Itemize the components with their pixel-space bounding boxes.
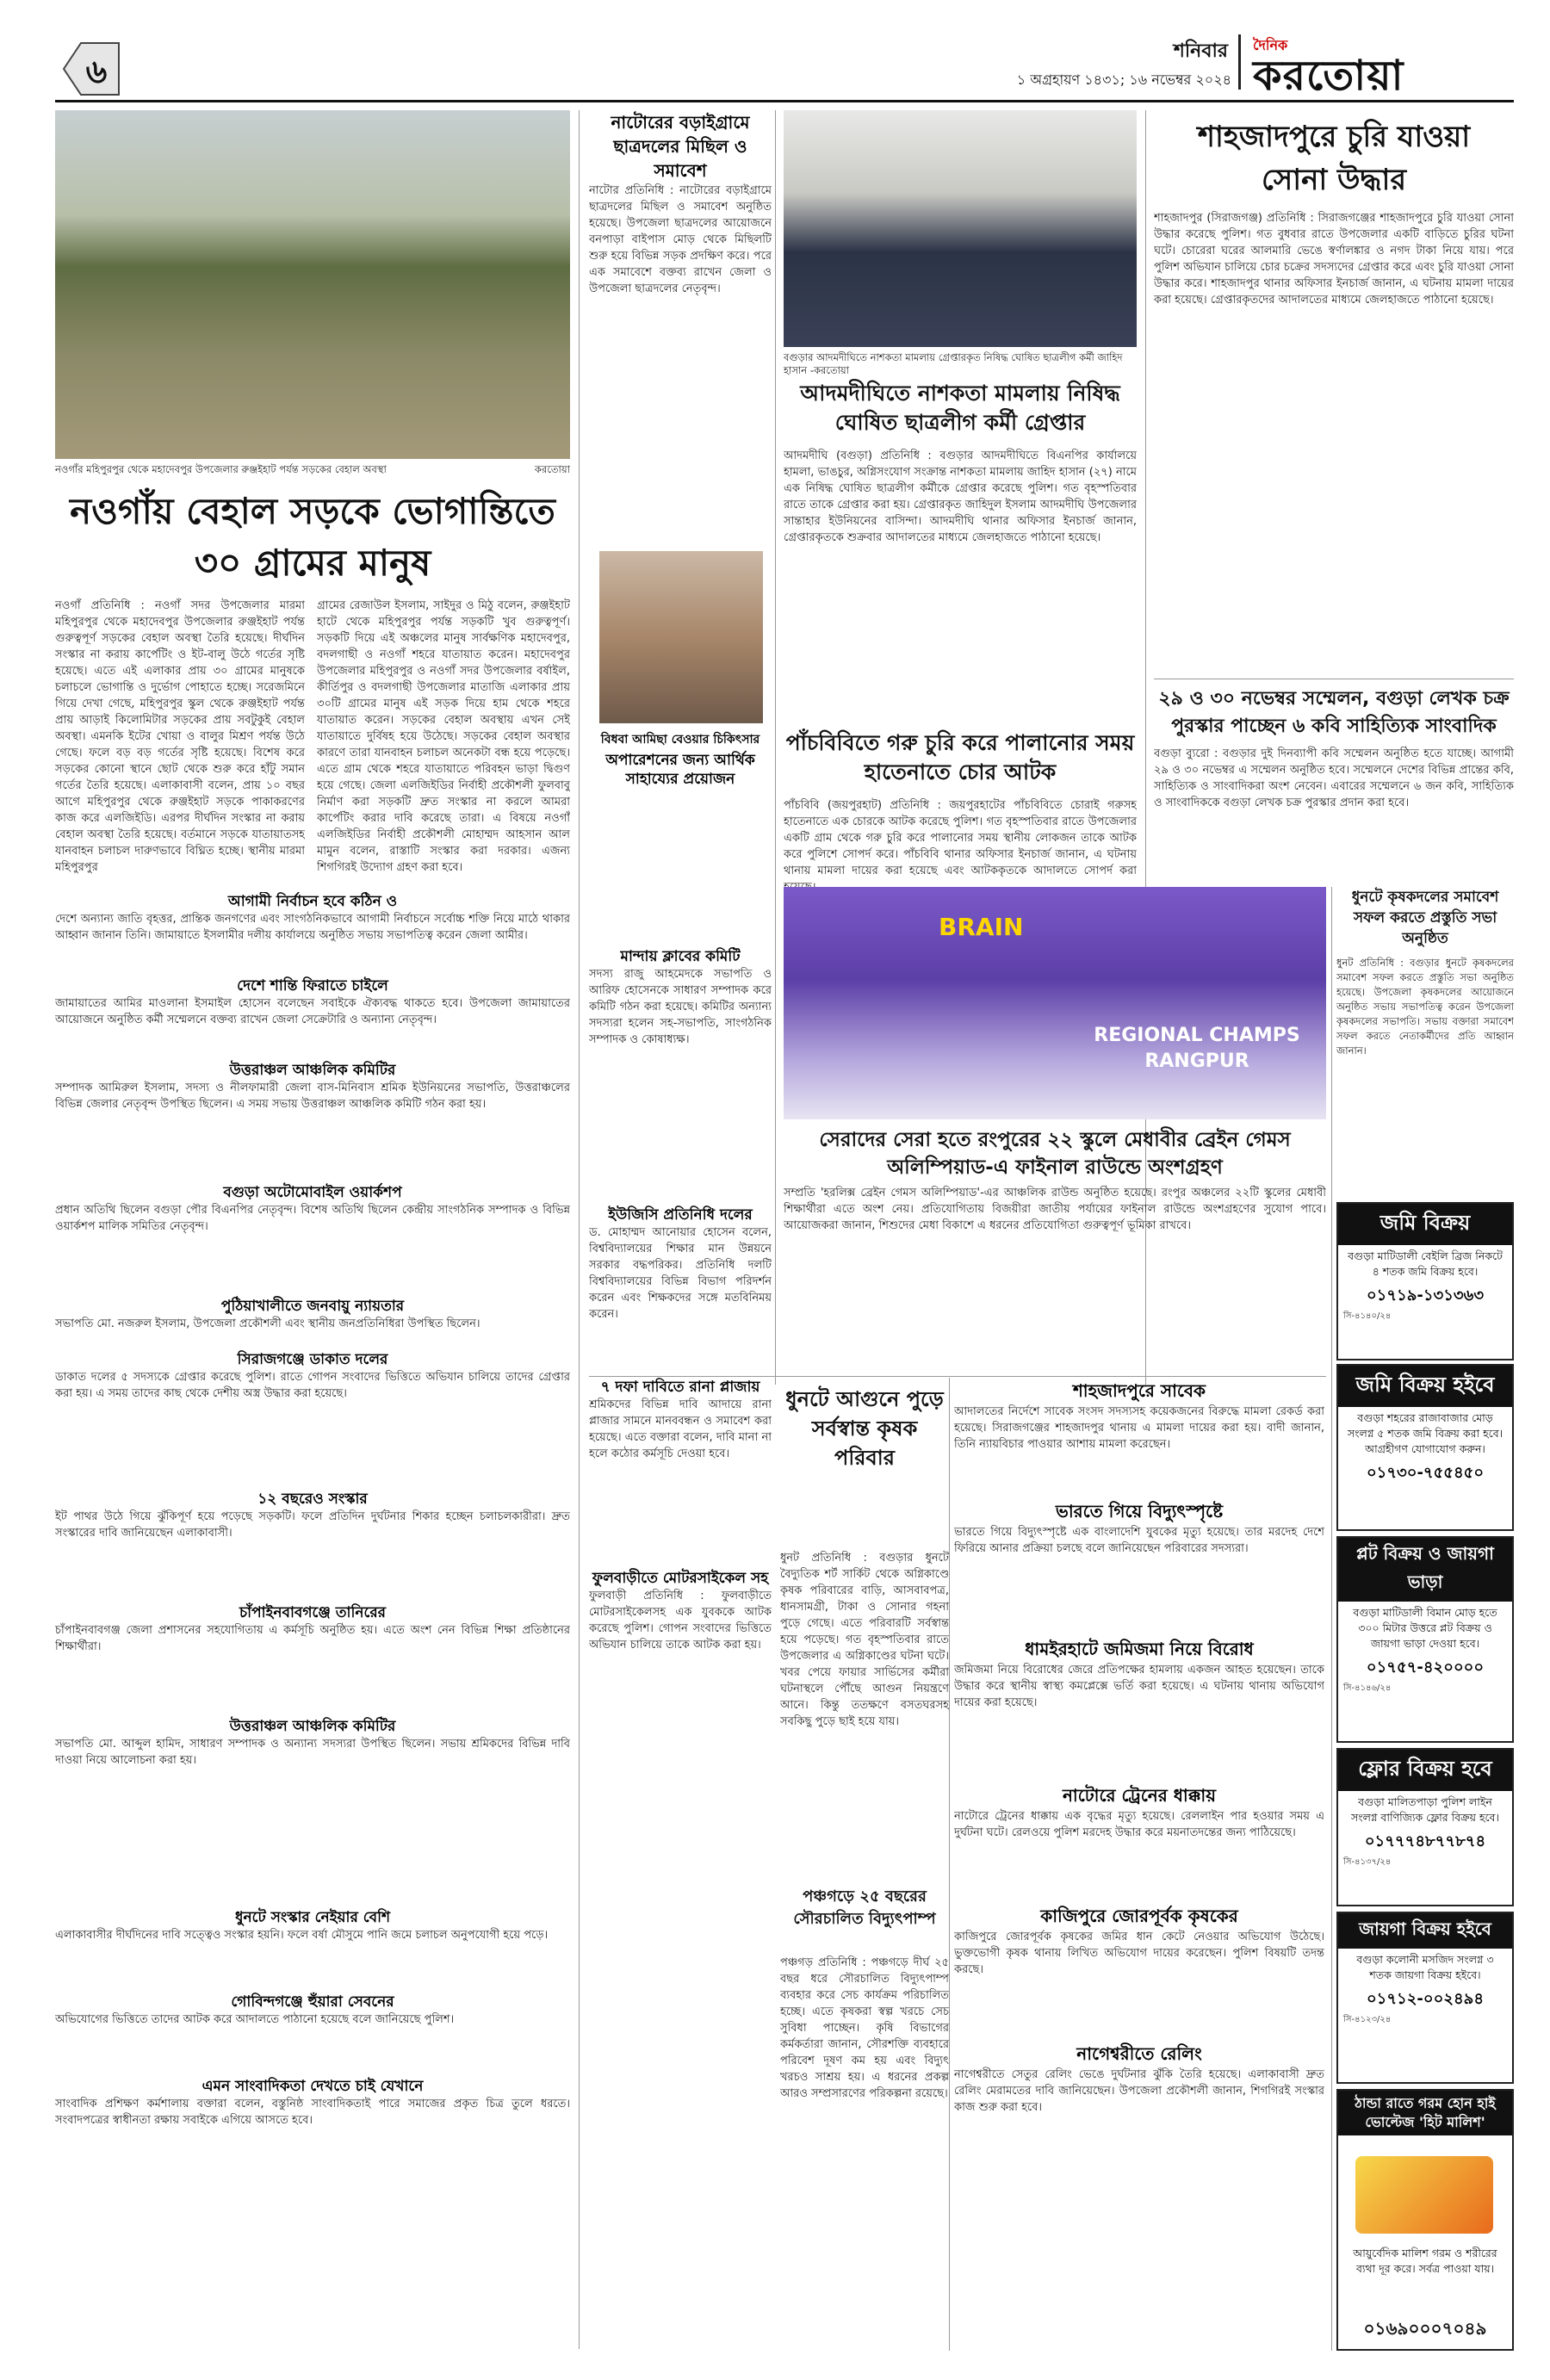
ad-body: বগুড়া শহরের রাজাবাজার মোড় সংলগ্ন ৫ শতক জমি বিক্রয় করা হবে। আগ্রহীগণ যোগাযোগ করুন। <box>1347 1411 1504 1455</box>
section-body: চাঁপাইনবাবগঞ্জ জেলা প্রশাসনের সহযোগিতায় এ কর্মসূচি অনুষ্ঠিত হয়। এতে অংশ নেন বিভিন্ন শিক্ষা প্রতিষ্ঠানের শিক্ষার্থীরা। <box>55 1624 570 1653</box>
section-title: নাটোরে ট্রেনের ধাক্কায় <box>1062 1785 1217 1806</box>
regional-champs-banner: REGIONAL CHAMPS <box>1094 1025 1300 1046</box>
section-title: মান্দায় ক্লাবের কমিটি <box>620 948 741 965</box>
article-solar: পঞ্চগড় প্রতিনিধি : পঞ্চগড়ে দীর্ঘ ২৫ বছর ধরে সৌরচালিত বিদ্যুৎপাম্প ব্যবহার করে সেচ কার্যক্রম পরিচালিত হচ্ছে। এতে কৃষকরা স্বল্প খরচে সেচ সুবিধা পাচ্ছেন। কৃষি বিভাগের কর্মকর্তারা জানান, সৌরশক্তি ব্যবহারে পরিবেশ দূষণ কম হয় এবং বিদ্যুৎ খরচও সাশ্রয় হয়। এ ধরনের প্রকল্প আরও সম্প্রসারণের পরিকল্পনা রয়েছে। <box>780 1956 949 2100</box>
article-brain: সম্প্রতি 'হরলিক্স ব্রেইন গেমস অলিম্পিয়াড'-এর আঞ্চলিক রাউন্ড অনুষ্ঠিত হয়েছে। রংপুর অঞ্চলের ২২টি স্কুলের মেধাবী শিক্ষার্থীরা এতে অংশ নেয়। প্রতিযোগিতায় বিজয়ীরা জাতীয় পর্যায়ের ফাইনাল রাউন্ডে অংশগ্রহণের সুযোগ পাবে। আয়োজকরা জানান, শিশুদের মেধা বিকাশে এ ধরনের প্রতিযোগিতা গুরুত্বপূর্ণ ভূমিকা রাখবে। <box>784 1187 1326 1232</box>
ad-box <box>1336 1202 1514 1360</box>
section-body: ফুলবাড়ী প্রতিনিধি : ফুলবাড়ীতে মোটরসাইকেলসহ এক যুবককে আটক করেছে পুলিশ। গোপন সংবাদের ভিত্তিতে অভিযান চালিয়ে তাকে আটক করা হয়। <box>589 1590 772 1652</box>
header-divider <box>1238 34 1241 90</box>
widow-title: অপারেশনের জন্য আর্থিক সাহায্যের প্রয়োজন <box>605 752 755 788</box>
article-dhunot-fire: ধুনট প্রতিনিধি : বগুড়ার ধুনটে বৈদ্যুতিক শর্ট সার্কিট থেকে অগ্নিকাণ্ডে কৃষক পরিবারের বাড়ি, আসবাবপত্র, ধানসামগ্রী, টাকা ও সোনার গহনা পুড়ে গেছে। এতে পরিবারটি সর্বস্বান্ত হয়ে পড়েছে। গত বৃহস্পতিবার রাতে উপজেলার এ অগ্নিকাণ্ডের ঘটনা ঘটে। খবর পেয়ে ফায়ার সার্ভিসের কর্মীরা ঘটনাস্থলে পৌঁছে আগুন নিয়ন্ত্রণে আনে। কিন্তু ততক্ষণে বসতঘরসহ সবকিছু পুড়ে ছাই হয়ে যায়। <box>780 1552 949 1728</box>
ad-title: প্লট বিক্রয় ও জায়গা ভাড়া <box>1338 1538 1512 1602</box>
page-number-badge <box>55 34 127 103</box>
ad-phone: ০১৭৩০-৭৫৫৪৫০ <box>1366 1464 1485 1482</box>
headline-shahjadpur-1: শাহজাদপুরে চুরি যাওয়া <box>1197 120 1471 154</box>
article-arrest: আদমদীঘি (বগুড়া) প্রতিনিধি : বগুড়ার আদমদীঘিতে বিএনপির কার্যালয়ে হামলা, ভাঙচুর, অগ্নিসংযোগ সংক্রান্ত নাশকতা মামলায় জাহিদ হাসান (২৭) নামে এক নিষিদ্ধ ঘোষিত ছাত্রলীগ কর্মীকে গ্রেপ্তার করেছে পুলিশ। গত বৃহস্পতিবার রাতে তাকে গ্রেপ্তার করা হয়। গ্রেপ্তারকৃত জাহিদুল ইসলাম আদমদীঘি উপজেলার সান্তাহার ইউনিয়নের বাসিন্দা। আদমদীঘি থানার অফিসার ইনচার্জ জানান, গ্রেপ্তারকৃতকে শুক্রবার আদালতের মাধ্যমে জেলহাজতে পাঠানো হয়েছে। <box>784 449 1137 544</box>
ad-phone: ০১৬৯০০০৭০৪৯ <box>1363 2318 1487 2339</box>
issue-date: ১ অগ্রহায়ণ ১৪৩১; ১৬ নভেম্বর ২০২৪ <box>1016 71 1231 88</box>
section-body: সদস্য রাজু আহমেদকে সভাপতি ও আরিফ হোসেনকে সাধারণ সম্পাদক করে কমিটি গঠন করা হয়েছে। কমিটির অন্যান্য সদস্যরা হলেন সহ-সভাপতি, সাংগঠনিক সম্পাদক ও কোষাধ্যক্ষ। <box>589 968 772 1046</box>
headline-dhunot-fire: ধুনটে আগুনে পুড়ে সর্বস্বান্ত কৃষক পরিবার <box>785 1387 944 1470</box>
article-cow: পাঁচবিবি (জয়পুরহাট) প্রতিনিধি : জয়পুরহাটের পাঁচবিবিতে চোরাই গরুসহ হাতেনাতে এক চোরকে আটক করেছে পুলিশ। গত বৃহস্পতিবার রাতে উপজেলার একটি গ্রাম থেকে গরু চুরি করে পালানোর সময় স্থানীয় লোকজন তাকে আটক করে পুলিশে সোপর্দ করে। পাঁচবিবি থানার অফিসার ইনচার্জ জানান, এ ঘটনায় থানায় মামলা দায়ের করা হয়েছে এবং আটককৃতকে আদালতে সোপর্দ করা <box>784 799 1137 877</box>
photo-credit: করতোয়া <box>534 463 570 475</box>
section-body: ড. মোহাম্মদ আনোয়ার হোসেন বলেন, বিশ্ববিদ্যালয়ের শিক্ষার মান উন্নয়নে সরকার বদ্ধপরিকর। প্রতিনিধি দলটি বিশ্ববিদ্যালয়ের বিভিন্ন বিভাগ পরিদর্শন করেন এবং শিক্ষকদের সঙ্গে মতবিনিময় করেন। <box>589 1226 772 1321</box>
section-title: গোবিন্দগঞ্জে হুঁয়ারা সেবনের <box>231 1993 394 2011</box>
section-body: এলাকাবাসীর দীর্ঘদিনের দাবি সত্ত্বেও সংস্কার হয়নি। ফলে বর্ষা মৌসুমে পানি জমে চলাচল অনুপযোগী হয়ে পড়ে। <box>55 1929 549 1942</box>
article-dhunot-2: ধুনট প্রতিনিধি : বগুড়ার ধুনটে কৃষকদলের সমাবেশ সফল করতে প্রস্তুতি সভা অনুষ্ঠিত হয়েছে। উপজেলা কৃষকদলের আয়োজনে অনুষ্ঠিত সভায় সভাপতিত্ব করেন উপজেলা কৃষকদলের সভাপতি। সভায় বক্তারা সমাবেশ সফল করতে নেতাকর্মীদের প্রতি আহ্বান জানান। <box>1336 957 1514 1057</box>
headline-cow: পাঁচবিবিতে গরু চুরি করে পালানোর সময় হাতেনাতে চোর আটক <box>785 730 1135 784</box>
headline-solar: পঞ্চগড়ে ২৫ বছরের সৌরচালিত বিদ্যুৎপাম্প <box>793 1887 936 1928</box>
brain-photo <box>784 887 1326 1119</box>
ad-phone: ০১৭১২-০০২৪৯৪ <box>1366 1990 1485 2008</box>
ad-heat-balm <box>1336 2089 1514 2351</box>
article-shahjadpur: শাহজাদপুর (সিরাজগঞ্জ) প্রতিনিধি : সিরাজগঞ্জের শাহজাদপুরে চুরি যাওয়া সোনা উদ্ধার করেছে পুলিশ। গত বুধবার রাতে উপজেলার একটি বাড়িতে চুরির ঘটনা ঘটে। চোরেরা ঘরের আলমারি ভেঙে স্বর্ণালঙ্কার ও নগদ টাকা নিয়ে যায়। পরে পুলিশ অভিযান চালিয়ে চোর চক্রের সদস্যদের গ্রেপ্তার করে এবং চুরি যাওয়া সোনা উদ্ধার করে। শাহজাদপুর থানার অফিসার ইনচার্জ জানান, এ ঘটনায় মামলা দায়ের করা হয়েছে। গ্রেপ্তারকৃতদের আদালতের মাধ্যমে জেলহাজতে পাঠানো হয়েছে। <box>1154 212 1514 307</box>
column-divider <box>579 110 580 2349</box>
section-title: দেশে শান্তি ফিরাতে চাইলে <box>237 977 388 995</box>
section-title: ধুনটে সংস্কার নেইয়ার বেশি <box>234 1909 391 1926</box>
ad-box <box>1336 1364 1514 1531</box>
section-title: ভারতে গিয়ে বিদ্যুৎস্পৃষ্টে <box>1055 1501 1224 1522</box>
ad-box <box>1336 1748 1514 1906</box>
ad-body: বগুড়া মালিতপাড়া পুলিশ লাইন সংলগ্ন বাণিজ্যিক ফ্লোর বিক্রয় হবে। <box>1351 1795 1499 1824</box>
section-body: আদালতের নির্দেশে সাবেক সংসদ সদস্যসহ কয়েকজনের বিরুদ্ধে মামলা রেকর্ড করা হয়েছে। সিরাজগঞ্জের শাহজাদপুর থানায় এ মামলা দায়ের করা হয়। বাদী জানান, তিনি ন্যায়বিচার পাওয়ার আশায় মামলা করেছেন। <box>954 1405 1324 1451</box>
logo: করতোয়া <box>1253 52 1404 100</box>
header-rule <box>55 100 1514 102</box>
section-title: ধামইরহাটে জমিজমা নিয়ে বিরোধ <box>1025 1639 1254 1659</box>
ad-body: বগুড়া মাটিডালী বিমান মোড় হতে ৩০০ মিটার উত্তরে প্লট বিক্রয় ও জায়গা ভাড়া দেওয়া হবে। <box>1353 1606 1497 1650</box>
day-name: শনিবার <box>1173 40 1228 62</box>
road-photo <box>55 110 570 459</box>
arrest-photo <box>784 110 1137 347</box>
left-sections <box>55 892 570 2356</box>
ad-title: ফ্লোর বিক্রয় হবে <box>1338 1750 1512 1791</box>
masthead <box>0 0 1550 103</box>
widow-photo <box>599 551 763 723</box>
page-number: ৬ <box>85 53 108 90</box>
section-title: উত্তরাঞ্চল আঞ্চলিক কমিটির <box>229 1718 396 1735</box>
ad-box <box>1336 1536 1514 1743</box>
mid-column-b <box>589 947 772 1205</box>
ad-title: জমি বিক্রয় <box>1338 1204 1512 1245</box>
section-body: কাজিপুরে জোরপূর্বক কৃষকের জমির ধান কেটে নেওয়ার অভিযোগ উঠেছে। ভুক্তভোগী কৃষক থানায় লিখিত অভিযোগ দায়ের করেছেন। পুলিশ বিষয়টি তদন্ত করছে। <box>954 1931 1324 1976</box>
column-divider <box>775 110 776 1385</box>
section-body: ইট পাথর উঠে গিয়ে ঝুঁকিপূর্ণ হয়ে পড়েছে সড়কটি। ফলে প্রতিদিন দুর্ঘটনার শিকার হচ্ছেন চলাচলকারীরা। দ্রুত সংস্কারের দাবি জানিয়েছেন এলাকাবাসী। <box>55 1510 570 1540</box>
section-body: সভাপতি মো. নজরুল ইসলাম, উপজেলা প্রকৌশলী এবং স্থানীয় জনপ্রতিনিধিরা উপস্থিত ছিলেন। <box>55 1317 480 1330</box>
ad-title: জায়গা বিক্রয় হইবে <box>1338 1913 1512 1949</box>
ad-title: ঠান্ডা রাতে গরম হোন হাই ভোল্টেজ 'হিট মালিশ' <box>1338 2091 1512 2135</box>
article-writers: বগুড়া ব্যুরো : বগুড়ার দুই দিনব্যাপী কবি সম্মেলন অনুষ্ঠিত হতে যাচ্ছে। আগামী ২৯ ও ৩০ নভেম্বর এ সম্মেলন অনুষ্ঠিত হবে। সম্মেলনে দেশের বিভিন্ন প্রান্তের কবি, সাহিত্যিক ও সাংবাদিকরা অংশ নেবেন। এবারের সম্মেলনে ৬ জন কবি, সাহিত্যিক ও সাংবাদিককে বগুড়া লেখক চক্র পুরস্কার প্রদান করা হবে। <box>1154 747 1514 809</box>
article-naogaon-col2: গ্রামের রেজাউল ইসলাম, সাইদুর ও মিঠু বলেন, রুঞ্জইহাট হাটে থেকে মহিপুরপুর পর্যন্ত সড়কটি খুব গুরুত্বপূর্ণ। সড়কটি দিয়ে এই অঞ্চলের মানুষ সার্বক্ষণিক মহাদেবপুর, বদলগাছী ও নওগাঁ শহরে যাতায়াত করেন। মহাদেবপুর উপজেলার মহিপুরপুর ও নওগাঁ সদর উপজেলার বর্ষাইল, কীর্তিপুর ও বদলগাছী উপজেলার মাতাজি এলাকার প্রায় ৩০টি গ্রামের মানুষ এই সড়ক দিয়ে হাম থেকে শহরে যাতায়াত করেন। সড়কের বেহাল অবস্থায় এখন সেই যাতায়াতে দুর্বিষহ হয়ে উঠেছে। সড়কের বেহাল অবস্থার কারণে তারা যানবাহন চলাচল অনেকটা বন্ধ হয়ে পড়েছে। এতে গ্রাম থেকে শহরে যাতায়াতে পরিবহন ভাড়া দ্বিগুণ হয়ে গেছে। জেলা এলজিইডির নির্বাহী প্রকৌশলী ফুলবাবু নির্মাণ করা সড়কটি দ্রুত সংস্কার না করলে আমরা কার্পেটিং করার দাবি করেছে তারা। এ বিষয়ে নওগাঁ এলজিইডির নির্বাহী প্রকৌশলী মোহাম্মদ আহসান আল মামুন বলেন, রাস্তাটি সংস্কার করা দরকার। এজন্য শিগগিরই উদ্যোগ গ্রহণ করা হবে। <box>317 599 570 874</box>
section-title: ফুলবাড়ীতে মোটরসাইকেল সহ <box>592 1570 769 1587</box>
section-body: নাটোরে ট্রেনের ধাক্কায় এক বৃদ্ধের মৃত্যু হয়েছে। রেললাইন পার হওয়ার সময় এ দুর্ঘটনা ঘটে। রেলওয়ে পুলিশ মরদেহ উদ্ধার করে ময়নাতদন্তের জন্য পাঠিয়েছে। <box>954 1810 1324 1839</box>
section-body: সাংবাদিক প্রশিক্ষণ কর্মশালায় বক্তারা বলেন, বস্তুনিষ্ঠ সাংবাদিকতাই পারে সমাজের প্রকৃত চিত্র তুলে ধরতে। সংবাদপত্রের স্বাধীনতা রক্ষায় সবাইকে এগিয়ে আসতে হবে। <box>55 2098 570 2127</box>
section-title: চাঁপাইনবাবগঞ্জে তানিরের <box>239 1604 387 1621</box>
section-title: আগামী নির্বাচন হবে কঠিন ও <box>227 893 398 910</box>
ad-body: আয়ুর্বেদিক মালিশ গরম ও শরীরের ব্যথা দূর করে। সর্বত্র পাওয়া যায়। <box>1353 2247 1497 2275</box>
headline-naogaon-2: ৩০ গ্রামের মানুষ <box>194 542 431 584</box>
section-title: শাহজাদপুরে সাবেক <box>1072 1380 1206 1401</box>
balm-illustration <box>1355 2156 1493 2234</box>
section-title: এমন সাংবাদিকতা দেখতে চাই যেখানে <box>202 2078 424 2095</box>
section-body: জমিজমা নিয়ে বিরোধের জেরে প্রতিপক্ষের হামলায় একজন আহত হয়েছেন। তাকে উদ্ধার করে স্থানীয় স্বাস্থ্য কমপ্লেক্সে ভর্তি করা হয়েছে। এ ঘটনায় থানায় অভিযোগ দায়ের করা হয়েছে। <box>954 1664 1324 1709</box>
headline-shahjadpur-2: সোনা উদ্ধার <box>1261 163 1407 197</box>
ad-title: জমি বিক্রয় হইবে <box>1338 1366 1512 1407</box>
section-body: নাটোর প্রতিনিধি : নাটোরের বড়াইগ্রামে ছাত্রদলের মিছিল ও সমাবেশ অনুষ্ঠিত হয়েছে। উপজেলা ছাত্রদলের আয়োজনে বনপাড়া বাইপাস মোড় থেকে মিছিলটি শুরু হয়ে বিভিন্ন সড়ক প্রদক্ষিণ করে। পরে এক সমাবেশে বক্তব্য রাখেন জেলা ও উপজেলা ছাত্রদলের নেতৃবৃন্দ। <box>589 184 772 295</box>
lower-mid-column <box>589 1378 772 2351</box>
section-title: সিরাজগঞ্জে ডাকাত দলের <box>237 1351 388 1368</box>
widow-caption: বিধবা আমিছা বেওয়ার চিকিৎসার <box>600 733 760 747</box>
section-title: পুঠিয়াখালীতে জনবায়ু ন্যায়তার <box>220 1298 405 1315</box>
section-title: কাজিপুরে জোরপূর্বক কৃষকের <box>1040 1906 1238 1926</box>
section-body: ডাকাত দলের ৫ সদস্যকে গ্রেপ্তার করেছে পুলিশ। রাতে গোপন সংবাদের ভিত্তিতে অভিযান চালিয়ে তাদের গ্রেপ্তার করা হয়। এ সময় তাদের কাছ থেকে দেশীয় অস্ত্র উদ্ধার করা হয়েছে। <box>55 1371 570 1400</box>
ad-code: সি-৪১৩৭/২৪ <box>1343 1857 1392 1867</box>
mid-sections-left <box>589 1205 772 1378</box>
headline-naogaon-1: নওগাঁয় বেহাল সড়কে ভোগান্তিতে <box>70 490 555 532</box>
ad-box <box>1336 1912 1514 2084</box>
section-body: দেশে অন্যান্য জাতি বৃহত্তর, প্রান্তিক জনগণের এবং সাংগঠনিকভাবে আগামী নির্বাচনে সর্বোচ্চ শক্তি নিয়ে মাঠে থাকার আহ্বান জানান তিনি। জামায়াতে ইসলামীর দলীয় কার্যালয়ে অনুষ্ঠিত সভায় সভাপতিত্ব করেন জেলা আমীর। <box>55 913 570 942</box>
section-body: ভারতে গিয়ে বিদ্যুৎস্পৃষ্টে এক বাংলাদেশি যুবকের মৃত্যু হয়েছে। তার মরদেহ দেশে ফিরিয়ে আনার প্রক্রিয়া চলছে বলে জানিয়েছেন পরিবারের সদস্যরা। <box>954 1526 1324 1555</box>
section-body: সভাপতি মো. আব্দুল হামিদ, সাধারণ সম্পাদক ও অন্যান্য সদস্যরা উপস্থিত ছিলেন। সভায় শ্রমিকদের বিভিন্ন দাবি দাওয়া নিয়ে আলোচনা করা হয়। <box>55 1738 570 1767</box>
section-body: শ্রমিকদের বিভিন্ন দাবি আদায়ে রানা প্লাজার সামনে মানববন্ধন ও সমাবেশ করা হয়েছে। এতে বক্তারা বলেন, দাবি মানা না হলে কঠোর কর্মসূচি দেওয়া হবে। <box>589 1398 772 1460</box>
section-title: ১২ বছরেও সংস্কার <box>257 1491 368 1508</box>
ad-code: সি-৪১৪৬/২৪ <box>1343 1683 1392 1693</box>
ad-code: সি-৪১২৩/২৪ <box>1343 2015 1392 2024</box>
section-body: প্রধান অতিথি ছিলেন বগুড়া পৌর বিএনপির নেতৃবৃন্দ। বিশেষ অতিথি ছিলেন কেন্দ্রীয় সাংগঠনিক সম্পাদক ও বিভিন্ন ওয়ার্কশপ মালিক সমিতির নেতৃবৃন্দ। <box>55 1204 570 1233</box>
ad-phone: ০১৭৫৭-৪২০০০০ <box>1366 1658 1485 1677</box>
article-naogaon-col1: নওগাঁ প্রতিনিধি : নওগাঁ সদর উপজেলার মারমা মহিপুরপুর থেকে মহাদেবপুর উপজেলার রুঞ্জইহাট পর্যন্ত গুরুত্বপূর্ণ সড়কের বেহাল অবস্থা তৈরি হয়েছে। দীর্ঘদিন সংস্কার না করায় কার্পেটিং ও ইট-বালু উঠে গর্তের সৃষ্টি হয়েছে। এতে এই এলাকার প্রায় ৩০ গ্রামের মানুষকে চলাচলে ভোগান্তি ও দুর্ভোগ পোহাতে হচ্ছে। সরেজমিনে গিয়ে দেখা গেছে, মহিপুরপুর স্কুল থেকে রুঞ্জইহাট পর্যন্ত প্রায় আড়াই কিলোমিটার সড়কের প্রায় সবটুকুই বেহাল অবস্থা। এমনকি ইটের খোয়া ও বালুর মিশ্রণ পর্যন্ত উঠে গেছে। ফলে বড় বড় গর্তের সৃষ্টি হয়েছে। বিশেষ করে সড়কের কোনো স্থানে ছোট থেকে শুরু করে হাঁটু সমান গর্তের তৈরি হয়েছে। এলাকাবাসী বলেন, প্রায় ১০ বছর আগে মহিপুরপুর থেকে রুঞ্জইহাট সড়কে পাকাকরণের কাজ করে এলজিইডি। এরপর দীর্ঘদিন সংস্কার না করায় বেহাল অবস্থা তৈরি হয়েছে। বর্তমানে সড়কে যাতায়াতসহ যানবাহন চলাচল দারুণভাবে বিঘ্নিত হচ্ছে। স্থানীয় মারমা মহিপুরপুর <box>55 599 305 874</box>
ad-phone: ০১৭৭৭৪৮৭৭৮৭৪ <box>1364 1832 1486 1850</box>
section-body: অভিযোগের ভিত্তিতে তাদের আটক করে আদালতে পাঠানো হয়েছে বলে জানিয়েছে পুলিশ। <box>55 2013 455 2026</box>
section-body: সম্পাদক আমিরুল ইসলাম, সদস্য ও নীলফামারী জেলা বাস-মিনিবাস শ্রমিক ইউনিয়নের সভাপতি, উত্তরাঞ্চলের বিভিন্ন জেলার নেতৃবৃন্দ উপস্থিত ছিলেন। এ সময় সভায় উত্তরাঞ্চল আঞ্চলিক কমিটি গঠন করা হয়। <box>55 1082 570 1111</box>
column-divider <box>949 1378 950 2351</box>
section-title: বগুড়া অটোমোবাইল ওয়ার্কশপ <box>223 1184 402 1201</box>
headline-arrest: আদমদীঘিতে নাশকতা মামলায় নিষিদ্ধ ঘোষিত ছাত্রলীগ কর্মী গ্রেপ্তার <box>800 381 1120 435</box>
headline-writers: ২৯ ও ৩০ নভেম্বর সম্মেলন, বগুড়া লেখক চক্র পুরস্কার পাচ্ছেন ৬ কবি সাহিত্যিক সাংবাদিক <box>1158 688 1510 737</box>
column-divider <box>1331 887 1332 2351</box>
arrest-caption: বগুড়ার আদমদীঘিতে নাশকতা মামলায় গ্রেপ্তারকৃত নিষিদ্ধ ঘোষিত ছাত্রলীগ কর্মী জাহিদ হাসান -করতোয়া <box>784 351 1123 376</box>
ad-body: বগুড়া কলোনী মসজিদ সংলগ্ন ৩ শতক জায়গা বিক্রয় হইবে। <box>1356 1953 1494 1981</box>
section-title: নাটোরের বড়াইগ্রামে ছাত্রদলের মিছিল ও সমাবেশ <box>611 112 750 181</box>
ad-code: সি-৪১৪০/২৪ <box>1343 1311 1392 1321</box>
section-divider <box>589 1376 1326 1377</box>
regional-champs-place: RANGPUR <box>1144 1051 1249 1072</box>
headline-dhunot-2: ধুনটে কৃষকদলের সমাবেশ সফল করতে প্রস্তুতি সভা অনুষ্ঠিত <box>1351 889 1499 947</box>
section-title: ৭ দফা দাবিতে রানা প্লাজায় <box>600 1379 760 1396</box>
section-title: ইউজিসি প্রতিনিধি দলের <box>608 1206 753 1224</box>
section-body: নাগেশ্বরীতে সেতুর রেলিং ভেঙে দুর্ঘটনার ঝুঁকি তৈরি হয়েছে। এলাকাবাসী দ্রুত রেলিং মেরামতের দাবি জানিয়েছেন। উপজেলা প্রকৌশলী জানান, শিগগিরই সংস্কার কাজ শুরু করা হবে। <box>954 2068 1324 2114</box>
section-body: জামায়াতের আমির মাওলানা ইসমাইল হোসেন বলেছেন সবাইকে ঐক্যবদ্ধ থাকতে হবে। উপজেলা জামায়াতের আয়োজনে অনুষ্ঠিত কর্মী সম্মেলনে বক্তব্য রাখেন জেলা সেক্রেটারি ও অন্যান্য নেতৃবৃন্দ। <box>55 997 570 1026</box>
section-title: নাগেশ্বরীতে রেলিং <box>1076 2043 1202 2064</box>
section-title: উত্তরাঞ্চল আঞ্চলিক কমিটির <box>229 1062 396 1079</box>
ad-body: বগুড়া মাটিডালী বেইলি ব্রিজ নিকটে ৪ শতক জমি বিক্রয় হবে। <box>1348 1249 1503 1278</box>
headline-brain: সেরাদের সেরা হতে রংপুরের ২২ স্কুলে মেধাবীর ব্রেইন গেমস অলিম্পিয়াড-এ ফাইনাল রাউন্ডে অংশগ্রহণ <box>819 1129 1291 1179</box>
center-news-column <box>954 1378 1324 2351</box>
photo-caption: নওগাঁর মহিপুরপুর থেকে মহাদেবপুর উপজেলার রুঞ্জইহাট পর্যন্ত সড়কের বেহাল অবস্থা <box>55 463 387 475</box>
brain-logo: BRAIN <box>939 913 1024 941</box>
logo-small: দৈনিক <box>1253 37 1288 53</box>
ad-phone: ০১৭১৯-১৩১৩৬৩ <box>1366 1286 1485 1305</box>
